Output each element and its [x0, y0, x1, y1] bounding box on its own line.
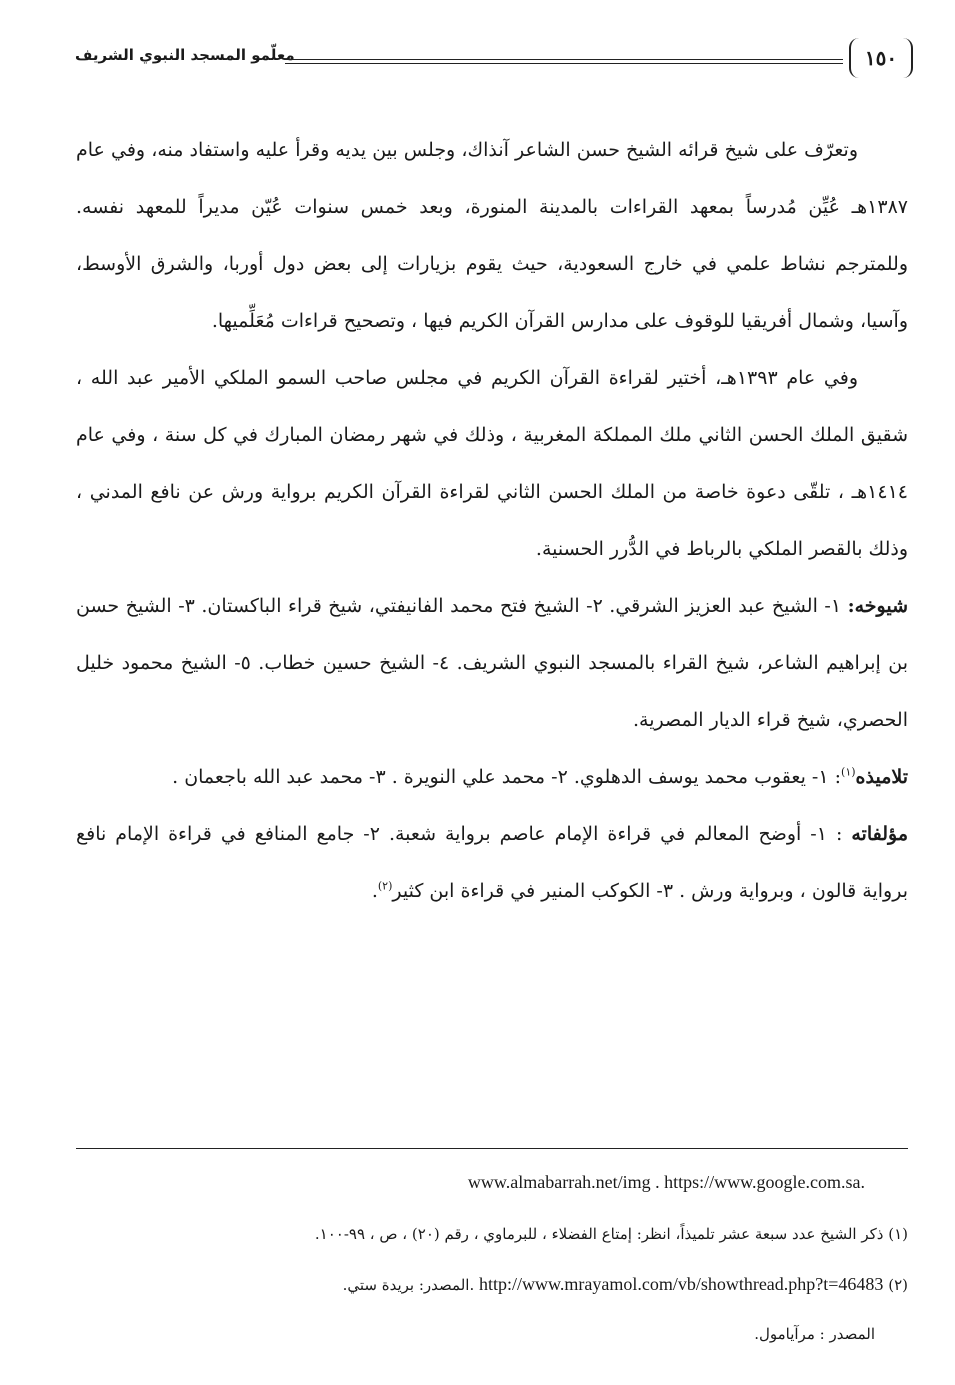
footnote-2-tail: .المصدر: بريدة ستي.: [342, 1276, 475, 1294]
paragraph-sheikhs: [76, 578, 908, 749]
header-rule: [285, 59, 843, 60]
running-title: معلّمو المسجد النبوي الشريف: [75, 46, 295, 64]
footnote-3: المصدر : مرآيامول.: [754, 1325, 875, 1343]
page-header: [75, 38, 913, 82]
footnote-ref-1[interactable]: (١): [841, 765, 856, 779]
works-text: : ١- أوضح المعالم في قراءة الإمام عاصم برواية شعبة. ٢- جامع المنافع في قراءة الإمام نافع برواية قالون ، وبرواية ورش . ٣- الكوكب المنير في قراءة ابن كثير: [76, 823, 908, 902]
paragraph-students: [76, 749, 908, 806]
paragraph-biography: وتعرّف على شيخ قرائه الشيخ حسن الشاعر آنذاك، وجلس بين يديه وقرأ عليه واستفاد منه، وفي عام ١٣٨٧هـ عُيِّن مُدرساً بمعهد القراءات بالمدينة المنورة، وبعد خمس سنوات عُيّن مديراً للمعهد نفسه. وللمترجم نشاط علمي في خارج السعودية، حيث يقوم بزيارات إلى بعض دول أوربا، والشرق الأوسط، وآسيا، وشمال أفريقيا للوقوف على مدارس القرآن الكريم فيها ، وتصحيح قراءات مُعَلِّميها.: [76, 139, 908, 332]
main-text: [76, 122, 908, 920]
sheikhs-label: شيوخه:: [847, 595, 908, 617]
students-label: تلاميذه: [855, 766, 908, 788]
header-rule-thin: [285, 63, 843, 64]
sheikhs-text: ١- الشيخ عبد العزيز الشرقي. ٢- الشيخ فتح محمد الفانيفتي، شيخ قراء الباكستان. ٣- الشيخ حسن بن إبراهيم الشاعر، شيخ القراء بالمسجد النبوي الشريف. ٤- الشيخ حسين خطاب. ٥- الشيخ محمود خليل الحصري، شيخ قراء الديار المصرية.: [76, 595, 908, 731]
works-end: .: [371, 880, 378, 902]
footnote-2-number: (٢): [888, 1276, 908, 1294]
works-label: مؤلفاته: [851, 823, 909, 845]
page-number: ١٥٠: [849, 38, 913, 78]
footnote-2-url[interactable]: http://www.mrayamol.com/vb/showthread.php?t=46483: [479, 1274, 884, 1294]
footnote-2: [76, 1274, 908, 1295]
footnote-separator: [76, 1148, 908, 1149]
students-text: : ١- يعقوب محمد يوسف الدهلوي. ٢- محمد علي النويرة . ٣- محمد عبد الله باجعمان .: [172, 766, 842, 788]
paragraph-works: [76, 806, 908, 920]
footnote-ref-2[interactable]: (٢): [377, 879, 393, 893]
footnote-1: (١) ذكر الشيخ عدد سبعة عشر تلميذاً، انظر: إمتاع الفضلاء ، للبرماوي ، رقم (٢٠) ، ص ، ٩٩-١٠٠.: [314, 1225, 908, 1243]
paragraph-recitation: وفي عام ١٣٩٣هـ، أختير لقراءة القرآن الكريم في مجلس صاحب السمو الملكي الأمير عبد الله ، شقيق الملك الحسن الثاني ملك المملكة المغربية ، وذلك في شهر رمضان المبارك في كل سنة ، وفي عام ١٤١٤هـ ، تلقّى دعوة خاصة من الملك الحسن الثاني لقراءة القرآن الكريم برواية ورش عن نافع المدني ، وذلك بالقصر الملكي بالرباط في الدُّرر الحسنية.: [76, 367, 908, 560]
source-urls: www.almabarrah.net/img . https://www.google.com.sa.: [467, 1172, 865, 1192]
